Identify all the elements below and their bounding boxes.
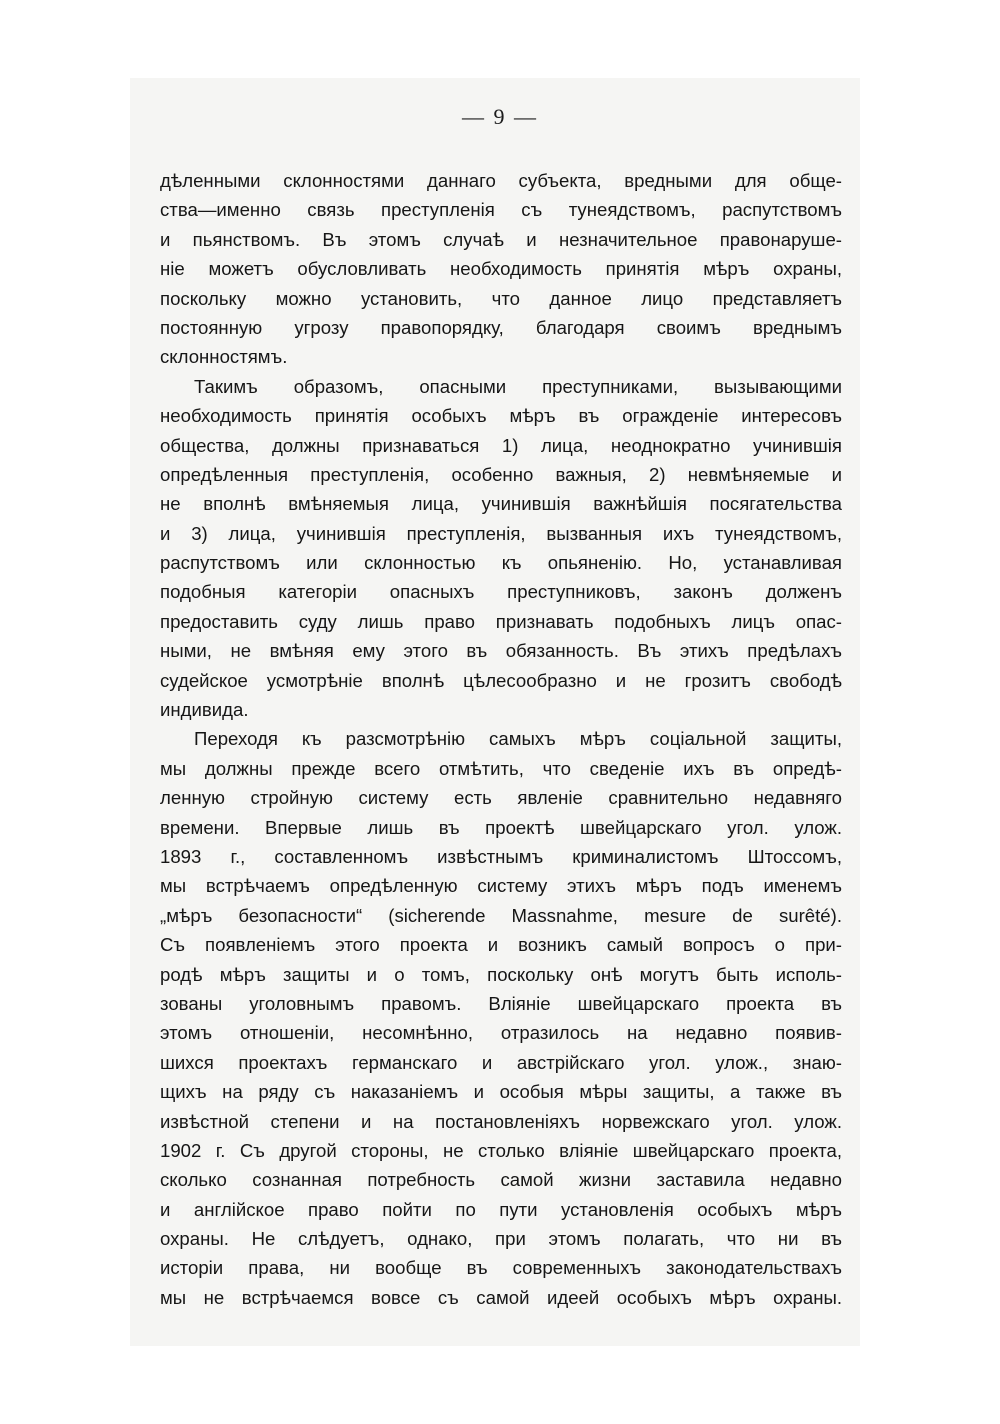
text-line: родѣ мѣръ защиты и о томъ, поскольку онѣ могутъ быть исполь- — [160, 963, 842, 985]
text-line: извѣстной степени и на постановленіяхъ норвежскаго угол. улож. — [160, 1110, 842, 1132]
text-line: зованы уголовнымъ правомъ. Вліяніе швейцарскаго проекта въ — [160, 992, 842, 1014]
text-line: предоставить суду лишь право признавать подобныхъ лицъ опас- — [160, 610, 842, 632]
page-number: — 9 — — [462, 104, 538, 129]
text-line: опредѣленныя преступленія, особенно важныя, 2) невмѣняемые и — [160, 463, 842, 485]
text-line: судейское усмотрѣніе вполнѣ цѣлесообразно и не грозитъ свободѣ — [160, 669, 842, 691]
text-line: щихъ на ряду съ наказаніемъ и особыя мѣры защиты, а также въ — [160, 1081, 842, 1103]
paragraph-2 — [160, 372, 842, 725]
text-line: не вполнѣ вмѣняемыя лица, учинившія важнѣйшія посягательства — [160, 493, 842, 515]
text-line: Съ появленіемъ этого проекта и возникъ самый вопросъ о при- — [160, 934, 842, 956]
text-line: и 3) лица, учинившія преступленія, вызванныя ихъ тунеядствомъ, — [160, 522, 842, 544]
body-text — [160, 166, 842, 1312]
text-line: дѣленными склонностями даннаго субъекта, вредными для обще- — [160, 170, 842, 191]
text-line: исторіи права, ни вообще въ современныхъ законодательствахъ — [160, 1257, 842, 1279]
text-line: Переходя къ разсмотрѣнію самыхъ мѣръ соціальной защиты, — [194, 728, 842, 750]
text-line: охраны. Не слѣдуетъ, однако, при этомъ полагать, что ни въ — [160, 1228, 842, 1250]
text-line: общества, должны признаваться 1) лица, неоднократно учинившія — [160, 434, 842, 456]
text-line: склонностямъ. — [160, 346, 288, 368]
text-line: сколько сознанная потребность самой жизни заставила недавно — [160, 1169, 842, 1191]
text-line: времени. Впервые лишь въ проектѣ швейцарскаго угол. улож. — [160, 816, 842, 838]
text-line: и пьянствомъ. Въ этомъ случаѣ и незначительное правонаруше- — [160, 228, 842, 250]
text-line: ленную стройную систему есть явленіе сравнительно недавняго — [160, 787, 842, 809]
text-line: „мѣръ безопасности“ (sicherende Massnahme, mesure de surêté). — [160, 904, 842, 926]
text-line: необходимость принятія особыхъ мѣръ въ огражденіе интересовъ — [160, 405, 842, 427]
text-line: поскольку можно установить, что данное лицо представляетъ — [160, 287, 842, 309]
text-line: 1902 г. Съ другой стороны, не столько вліяніе швейцарскаго проекта, — [160, 1139, 842, 1161]
text-line: 1893 г., составленномъ извѣстнымъ криминалистомъ Штоссомъ, — [160, 845, 842, 867]
text-line: шихся проектахъ германскаго и австрійскаго угол. улож., знаю- — [160, 1051, 842, 1073]
paragraph-3 — [160, 724, 842, 1312]
text-line: мы не встрѣчаемся вовсе съ самой идеей особыхъ мѣръ охраны. — [160, 1286, 842, 1308]
text-line: этомъ отношеніи, несомнѣнно, отразилось на недавно появив- — [160, 1022, 842, 1044]
text-line: мы должны прежде всего отмѣтить, что сведеніе ихъ въ опредѣ- — [160, 757, 842, 779]
text-line: мы встрѣчаемъ опредѣленную систему этихъ мѣръ подъ именемъ — [160, 875, 842, 897]
text-line: Такимъ образомъ, опасными преступниками, вызывающими — [194, 375, 842, 397]
text-line: ными, не вмѣняя ему этого въ обязанность. Въ этихъ предѣлахъ — [160, 640, 842, 662]
paragraph-1 — [160, 166, 842, 372]
text-line: ства—именно связь преступленія съ тунеядствомъ, распутствомъ — [160, 199, 842, 221]
text-line: индивида. — [160, 699, 249, 721]
text-line: ніе можетъ обусловливать необходимость принятія мѣръ охраны, — [160, 258, 842, 280]
text-line: и англійское право пойти по пути установленія особыхъ мѣръ — [160, 1198, 842, 1220]
text-line: подобныя категоріи опасныхъ преступниковъ, законъ долженъ — [160, 581, 842, 603]
text-line: постоянную угрозу правопорядку, благодаря своимъ вреднымъ — [160, 316, 842, 338]
text-line: распутствомъ или склонностью къ опьяненію. Но, устанавливая — [160, 552, 842, 574]
